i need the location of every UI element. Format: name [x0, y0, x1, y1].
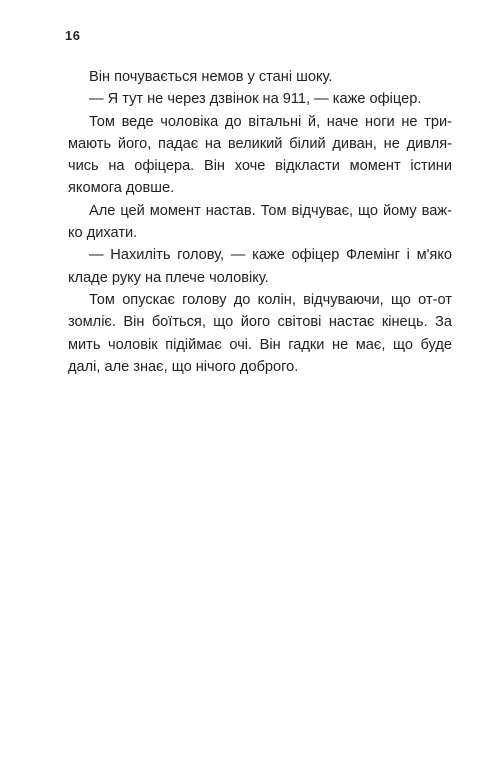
text-line: мить чоловік підіймає очі. Він гадки не має, що буде [68, 336, 452, 353]
text-line: Том веде чоловіка до вітальні й, наче ноги не три- [89, 113, 452, 130]
text-line: якомога довше. [68, 180, 175, 197]
text-line: Але цей момент настав. Том відчуває, що йому важ- [89, 202, 452, 219]
text-line: зомліє. Він боїться, що його світові настає кінець. За [68, 314, 452, 331]
text-line: мають його, падає на великий білий диван, не дивля- [68, 135, 452, 152]
text-line: далі, але знає, що нічого доброго. [68, 358, 299, 375]
text-line: чись на офіцера. Він хоче відкласти момент істини [68, 158, 452, 175]
text-line: Том опускає голову до колін, відчуваючи, що от-от [89, 291, 452, 308]
text-line: Він почувається немов у стані шоку. [89, 69, 333, 85]
text-line: — Я тут не через дзвінок на 911, — каже офіцер. [89, 91, 422, 108]
page-number: 16 [65, 28, 81, 43]
body-text [68, 66, 452, 378]
text-line: — Нахиліть голову, — каже офіцер Флемінг і м'яко [89, 247, 452, 264]
text-line: ко дихати. [68, 225, 138, 242]
text-line: кладе руку на плече чоловіку. [68, 269, 269, 286]
